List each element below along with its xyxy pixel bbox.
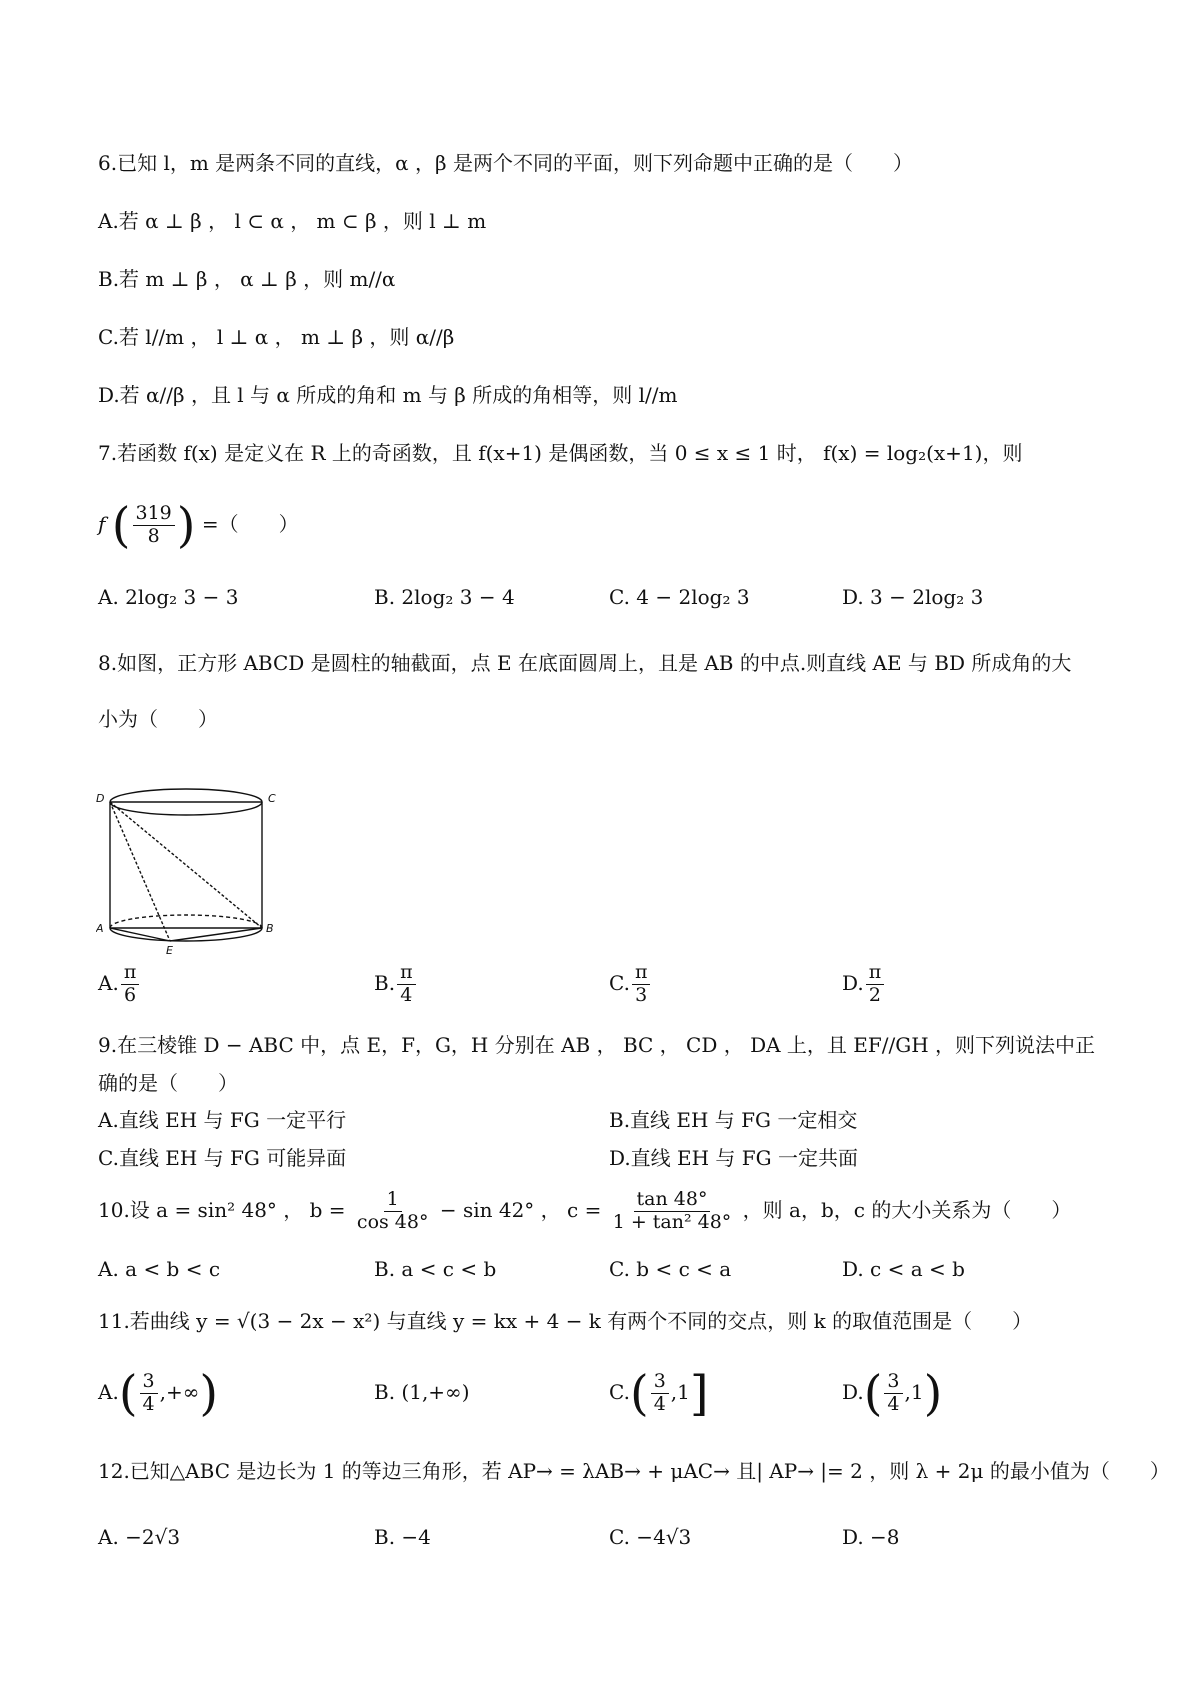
label-c: C <box>268 792 276 805</box>
q10-option-c: C. b < c < a <box>609 1257 732 1281</box>
q6-option-b: B.若 m ⊥ β ， α ⊥ β ，则 m//α <box>98 267 396 291</box>
q11-option-c-num: 3 <box>651 1371 669 1394</box>
q10-part2: − sin 42° ， c = <box>439 1198 602 1222</box>
q7-expr-tail: =（ ） <box>201 512 299 536</box>
q9-stem-line1: 9.在三棱锥 D − ABC 中，点 E，F，G，H 分别在 AB ， BC ， CD ， DA 上，且 EF//GH ，则下列说法中正 <box>98 1033 1096 1057</box>
q11-option-b: B. (1,+∞) <box>374 1380 470 1404</box>
q11-option-c-label: C. <box>609 1380 630 1404</box>
q10-option-a: A. a < b < c <box>98 1257 221 1281</box>
q11-option-a-num: 3 <box>140 1371 158 1394</box>
q8-option-a-label: A. <box>98 970 119 995</box>
line-bd <box>110 802 262 928</box>
q6-option-a: A.若 α ⊥ β ， l ⊂ α ， m ⊂ β ，则 l ⊥ m <box>98 209 487 233</box>
q10-option-d: D. c < a < b <box>842 1257 965 1281</box>
q10-fraction-b-den: cos 48° <box>356 1211 429 1233</box>
q8-stem-line1: 8.如图，正方形 ABCD 是圆柱的轴截面，点 E 在底面圆周上，且是 AB 的中点.则直线 AE 与 BD 所成角的大 <box>98 651 1072 675</box>
q11-stem: 11.若曲线 y = √(3 − 2x − x²) 与直线 y = kx + 4 − k 有两个不同的交点，则 k 的取值范围是（ ） <box>98 1309 1033 1333</box>
cylinder-diagram <box>96 780 276 955</box>
q8-option-d-label: D. <box>842 970 864 995</box>
q8-option-d <box>842 962 886 1007</box>
q10-fraction-c-den: 1 + tan² 48° <box>612 1211 732 1233</box>
q7-fraction-denominator: 8 <box>147 525 160 547</box>
q6-option-c: C.若 l//m ， l ⊥ α ， m ⊥ β ，则 α//β <box>98 325 455 349</box>
q8-option-b <box>374 962 418 1007</box>
q9-option-d: D.直线 EH 与 FG 一定共面 <box>609 1146 859 1170</box>
q9-stem-line2: 确的是（ ） <box>98 1071 238 1095</box>
line-eb <box>170 928 262 941</box>
q10-option-b: B. a < c < b <box>374 1257 497 1281</box>
q8-option-b-num: π <box>397 962 416 985</box>
q9-option-a: A.直线 EH 与 FG 一定平行 <box>98 1108 347 1132</box>
q7-stem: 7.若函数 f(x) 是定义在 R 上的奇函数，且 f(x+1) 是偶函数，当 0 ≤ x ≤ 1 时， f(x) = log₂(x+1)，则 <box>98 441 1023 465</box>
q11-option-d-den: 4 <box>887 1393 900 1415</box>
q8-stem-line2: 小为（ ） <box>98 707 218 731</box>
q7-fraction <box>133 503 175 548</box>
q11-option-d-tail: ,1 <box>904 1380 924 1404</box>
q8-option-d-num: π <box>866 962 885 985</box>
q9-option-c: C.直线 EH 与 FG 可能异面 <box>98 1146 347 1170</box>
q11-option-c: C.( $\frac{3}{4}$ ,1] <box>609 1365 709 1422</box>
q8-option-c-num: π <box>632 962 651 985</box>
q7-right-paren: ) <box>176 497 196 554</box>
q7-left-paren: ( <box>111 497 131 554</box>
q12-option-a: A. −2√3 <box>98 1525 181 1549</box>
q8-option-a-num: π <box>121 962 140 985</box>
q11-option-d: D.( $\frac{3}{4}$ ,1) <box>842 1365 943 1422</box>
label-b: B <box>266 922 274 935</box>
bottom-back-arc <box>110 915 262 928</box>
q11-option-d-num: 3 <box>884 1371 902 1394</box>
q10-fraction-c-num: tan 48° <box>634 1189 711 1212</box>
label-d: D <box>96 792 105 805</box>
q6-stem: 6.已知 l，m 是两条不同的直线，α ，β 是两个不同的平面，则下列命题中正确的是（ ） <box>98 151 913 175</box>
q7-option-b: B. 2log₂ 3 − 4 <box>374 585 515 609</box>
q9-option-b: B.直线 EH 与 FG 一定相交 <box>609 1108 858 1132</box>
q7-option-d: D. 3 − 2log₂ 3 <box>842 585 984 609</box>
q12-option-c: C. −4√3 <box>609 1525 692 1549</box>
q8-option-c <box>609 962 652 1007</box>
q11-option-d-label: D. <box>842 1380 864 1404</box>
q11-option-a-den: 4 <box>142 1393 155 1415</box>
q8-option-a <box>98 962 141 1007</box>
cylinder-figure <box>96 780 276 955</box>
q10-part1: 10.设 a = sin² 48° ， b = <box>98 1198 346 1222</box>
q7-option-a: A. 2log₂ 3 − 3 <box>98 585 239 609</box>
q7-fraction-numerator: 319 <box>133 503 175 526</box>
q7-expression <box>98 494 299 554</box>
label-e: E <box>166 944 173 955</box>
q11-option-a: A.( $\frac{3}{4}$ ,+∞) <box>98 1365 219 1422</box>
q6-option-d: D.若 α//β ，且 l 与 α 所成的角和 m 与 β 所成的角相等，则 l//m <box>98 383 678 407</box>
q10-part3: ，则 a，b，c 的大小关系为（ ） <box>742 1198 1072 1222</box>
q8-option-a-den: 6 <box>124 983 137 1006</box>
q10-fraction-c <box>610 1189 735 1234</box>
q11-option-c-tail: ,1 <box>670 1380 690 1404</box>
q8-option-b-label: B. <box>374 970 396 995</box>
line-de <box>110 802 170 941</box>
label-a: A <box>96 922 104 935</box>
q10-fraction-b-num: 1 <box>384 1189 402 1212</box>
q11-option-a-label: A. <box>98 1380 119 1404</box>
q7-option-c: C. 4 − 2log₂ 3 <box>609 585 750 609</box>
q12-option-d: D. −8 <box>842 1525 900 1549</box>
q12-stem: 12.已知△ABC 是边长为 1 的等边三角形，若 AP→ = λAB→ + μAC→ 且| AP→ |= 2 ，则 λ + 2μ 的最小值为（ ） <box>98 1459 1170 1483</box>
q10-fraction-b <box>354 1189 432 1234</box>
q7-expr-f: f <box>98 512 106 536</box>
q10-stem <box>98 1180 1071 1240</box>
q8-option-d-den: 2 <box>868 983 881 1006</box>
q8-option-c-den: 3 <box>635 983 648 1006</box>
q8-option-b-den: 4 <box>400 983 413 1006</box>
q8-option-c-label: C. <box>609 970 630 995</box>
q11-option-c-den: 4 <box>653 1393 666 1415</box>
q11-option-a-tail: ,+∞ <box>159 1380 200 1404</box>
q12-option-b: B. −4 <box>374 1525 431 1549</box>
